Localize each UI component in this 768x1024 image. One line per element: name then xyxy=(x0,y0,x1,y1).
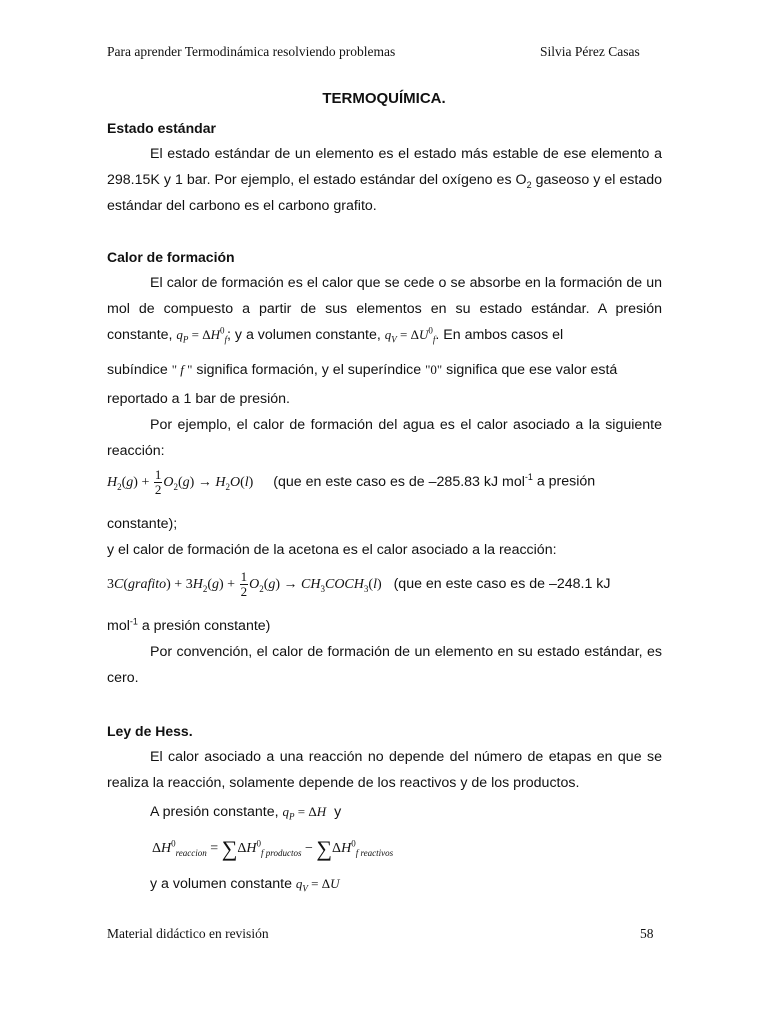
eq1-continuation: constante); xyxy=(107,516,178,532)
eq-qp-dh: $q_P = \Delta H$ xyxy=(282,804,327,822)
calor-text-f: significa que ese valor está xyxy=(446,362,618,378)
eq-water: $H_2(g)$ + $\frac{1}{2}$ $O_2(g) \to H_2O(l)$ xyxy=(107,467,254,497)
equation-hess: $\Delta H^0_{reaccion} = \sum\Delta H^0_{f productos} - \sum\Delta H^0_{f reactivos}$ xyxy=(152,836,394,861)
eq1-tail: a presión xyxy=(532,473,596,490)
paragraph-convencion: Por convención, el calor de formación de un elemento en su estado estándar, es cero. xyxy=(107,644,662,686)
eq-qv-du: $q_V = \Delta U$ xyxy=(295,876,340,894)
symbol-zero: "0" xyxy=(425,362,443,377)
calor-text-d: subíndice xyxy=(107,362,168,378)
calor-text-b: ; y a volumen constante, xyxy=(227,327,381,343)
page-number: 58 xyxy=(640,926,654,941)
heading-ley-hess: Ley de Hess. xyxy=(107,723,193,739)
header-left: Para aprender Termodinámica resolviendo problemas xyxy=(107,44,396,59)
calor-text-c: . En ambos casos el xyxy=(435,327,564,343)
eq-qv-formation: $q_V = \Delta U^0_f$ xyxy=(384,325,436,345)
symbol-f: " f " xyxy=(171,362,193,377)
estado-text-b: gaseoso y el estado estándar del carbono es el carbono grafito. xyxy=(107,172,662,214)
eq2-cont-a: mol xyxy=(107,618,130,634)
footer-left: Material didáctico en revisión xyxy=(107,926,269,941)
estado-text-a: El estado estándar de un elemento es el estado más estable de ese elemento a 298.15K y 1 bar. Por ejemplo, el estado estándar del oxígeno es O xyxy=(107,146,662,188)
hess-text-c: y a volumen constante xyxy=(150,876,292,892)
calor-text-a: El calor de formación es el calor que se cede o se absorbe en la formación de un mol de compuesto a partir de sus elementos en su estado estándar. A presión constante, xyxy=(107,275,662,343)
heading-estado-estandar: Estado estándar xyxy=(107,120,216,136)
paragraph-calor-formacion xyxy=(107,270,662,348)
page-title: TERMOQUÍMICA. xyxy=(322,90,446,107)
eq1-note: (que en este caso es de –285.83 kJ mol xyxy=(273,473,525,490)
paragraph-calor-ejemplo: Por ejemplo, el calor de formación del agua es el calor asociado a la siguiente reacción: xyxy=(107,417,662,459)
paragraph-hess: El calor asociado a una reacción no depende del número de etapas en que se realiza la reacción, solamente depende de los reactivos y de los productos. xyxy=(107,749,662,791)
heading-calor-formacion: Calor de formación xyxy=(107,249,235,265)
calor-text-e: significa formación, y el superíndice xyxy=(196,362,422,378)
header-right: Silvia Pérez Casas xyxy=(540,44,640,59)
equation-water-formation: $H_2(g)$ + $\frac{1}{2}$ $O_2(g) \to H_2O(l)$ (que en este caso es de –285.83 kJ mol$^{-1}$ a presión xyxy=(107,467,596,497)
hess-text-b: y xyxy=(334,804,342,820)
eq-qp-formation: $q_P = \Delta H^0_f$ xyxy=(176,325,228,345)
paragraph-acetona: y el calor de formación de la acetona es el calor asociado a la reacción: xyxy=(107,542,557,558)
eq-acetone: 3C(grafito) + $3H_2(g)$ + $\frac{1}{2}$ $O_2(g)$ → $CH_3COCH_3(l)$ xyxy=(107,569,382,599)
eq2-cont-b: a presión constante) xyxy=(137,618,271,634)
paragraph-calor-subindice xyxy=(107,357,662,383)
paragraph-hess-volumen xyxy=(107,871,662,897)
paragraph-estado-estandar: El estado estándar de un elemento es el estado más estable de ese elemento a 298.15K y 1 bar. Por ejemplo, el estado estándar del oxígeno es $O_2$ gaseoso y el estado estándar del carbono es el carbono grafito. xyxy=(107,146,662,214)
equation-acetone-formation xyxy=(107,570,662,599)
paragraph-calor-reportado: reportado a 1 bar de presión. xyxy=(107,391,290,407)
paragraph-hess-presion xyxy=(107,799,662,825)
hess-text-a: A presión constante, xyxy=(150,804,279,820)
eq2-continuation: mol$^{-1}$ a presión constante) xyxy=(107,616,271,634)
eq2-note: (que en este caso es de –248.1 kJ xyxy=(393,575,611,592)
